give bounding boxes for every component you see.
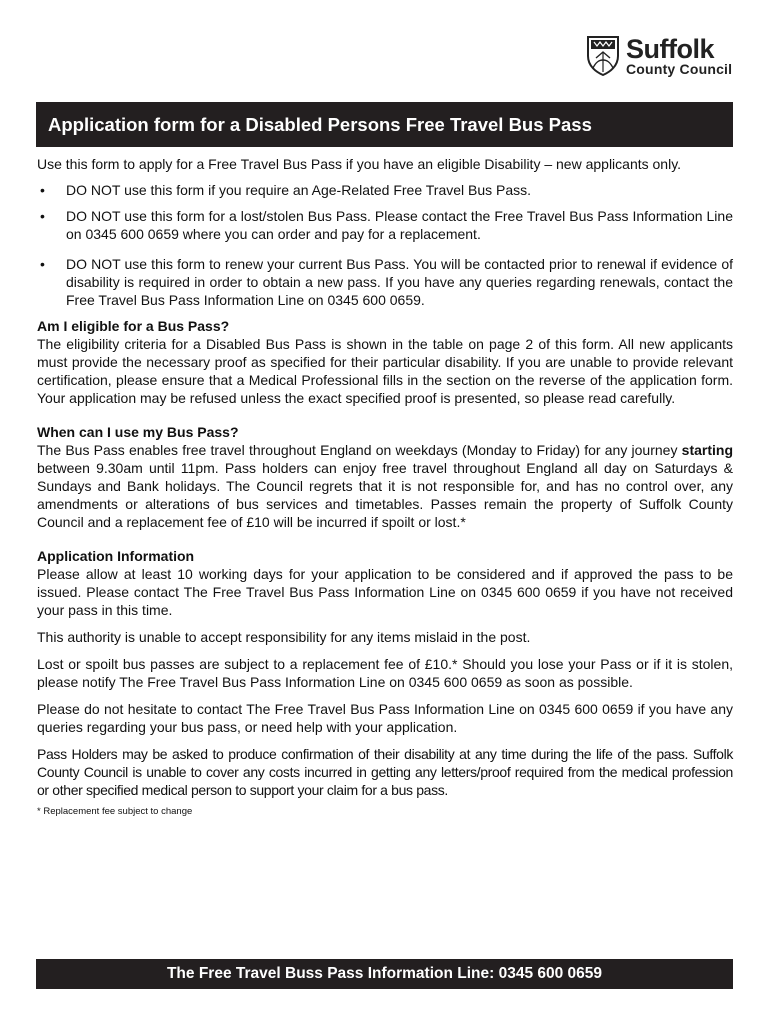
info-line-footer: The Free Travel Buss Pass Information Line: 0345 600 0659: [36, 959, 733, 989]
application-section: [37, 547, 733, 818]
logo-subtitle: County Council: [626, 61, 733, 77]
bullet-icon: •: [40, 256, 45, 272]
intro-text: Use this form to apply for a Free Travel Bus Pass if you have an eligible Disability – new applicants only.: [37, 156, 682, 172]
suffolk-logo: [586, 34, 736, 78]
usage-heading: When can I use my Bus Pass?: [37, 424, 239, 440]
list-item-text: DO NOT use this form to renew your current Bus Pass. You will be contacted prior to renewal if evidence of disability is required in order to obtain a new pass. If you have any queries regarding renewals, contact the Free Travel Bus Pass Information Line on 0345 600 0659.: [66, 256, 733, 308]
list-item: [37, 207, 733, 243]
footnote: * Replacement fee subject to change: [37, 806, 193, 817]
eligibility-body: The eligibility criteria for a Disabled Bus Pass is shown in the table on page 2 of this form. All new applicants must provide the necessary proof as specified for their particular disability. If you are unable to provide relevant certification, please ensure that a Medical Professional fills in the section on the reverse of the application form. Your application may be refused unless the exact specified proof is presented, so please read carefully.: [37, 336, 733, 406]
application-body: Please allow at least 10 working days for your application to be considered and if approved the pass to be issued. Please contact The Free Travel Bus Pass Information Line on 0345 600 0659 if you have not received your pass in this time.: [37, 566, 733, 618]
list-item-text: DO NOT use this form if you require an Age-Related Free Travel Bus Pass.: [66, 182, 532, 198]
eligibility-heading: Am I eligible for a Bus Pass?: [37, 318, 230, 334]
suffolk-crest-icon: [586, 34, 620, 76]
list-item: [37, 181, 733, 199]
contact-paragraph: Please do not hesitate to contact The Free Travel Bus Pass Information Line on 0345 600 0659 if you have any queries regarding your bus pass, or need help with your application.: [37, 701, 733, 735]
list-item-text: DO NOT use this form for a lost/stolen Bus Pass. Please contact the Free Travel Bus Pass Information Line on 0345 600 0659 where you can order and pay for a replacement.: [66, 208, 733, 242]
warning-list: [37, 181, 733, 309]
usage-body-end: between 9.30am until 11pm. Pass holders can enjoy free travel throughout England all day on Saturdays & Sundays and Bank holidays. The Council regrets that it is not responsible for, and has no control over, any amendments or alterations of bus services and timetables. Passes remain the property of Suffolk County Council and a replacement fee of £10 will be incurred if spoilt or lost.*: [37, 460, 733, 530]
logo-name: Suffolk: [626, 34, 714, 64]
page-title: Application form for a Disabled Persons Free Travel Bus Pass: [36, 102, 733, 147]
bullet-icon: •: [40, 208, 45, 224]
form-content: [37, 155, 733, 818]
eligibility-section: [37, 317, 733, 407]
usage-section: [37, 423, 733, 531]
application-heading: Application Information: [37, 548, 195, 564]
usage-body-bold: starting: [681, 442, 733, 458]
replacement-paragraph: Lost or spoilt bus passes are subject to a replacement fee of £10.* Should you lose your Pass or if it is stolen, please notify The Free Travel Bus Pass Information Line on 0345 600 0659 as soon as possible.: [37, 656, 733, 690]
confirmation-paragraph: Pass Holders may be asked to produce confirmation of their disability at any time during the life of the pass. Suffolk County Council is unable to cover any costs incurred in getting any letters/proof required from the medical profession or other specified medical person to support your claim for a bus pass.: [37, 746, 733, 798]
usage-body: [37, 441, 733, 531]
list-item: [37, 255, 733, 309]
mislaid-paragraph: This authority is unable to accept responsibility for any items mislaid in the post.: [37, 629, 531, 645]
bullet-icon: •: [40, 182, 45, 198]
usage-body-start: The Bus Pass enables free travel throughout England on weekdays (Monday to Friday) for any journey: [37, 442, 682, 458]
